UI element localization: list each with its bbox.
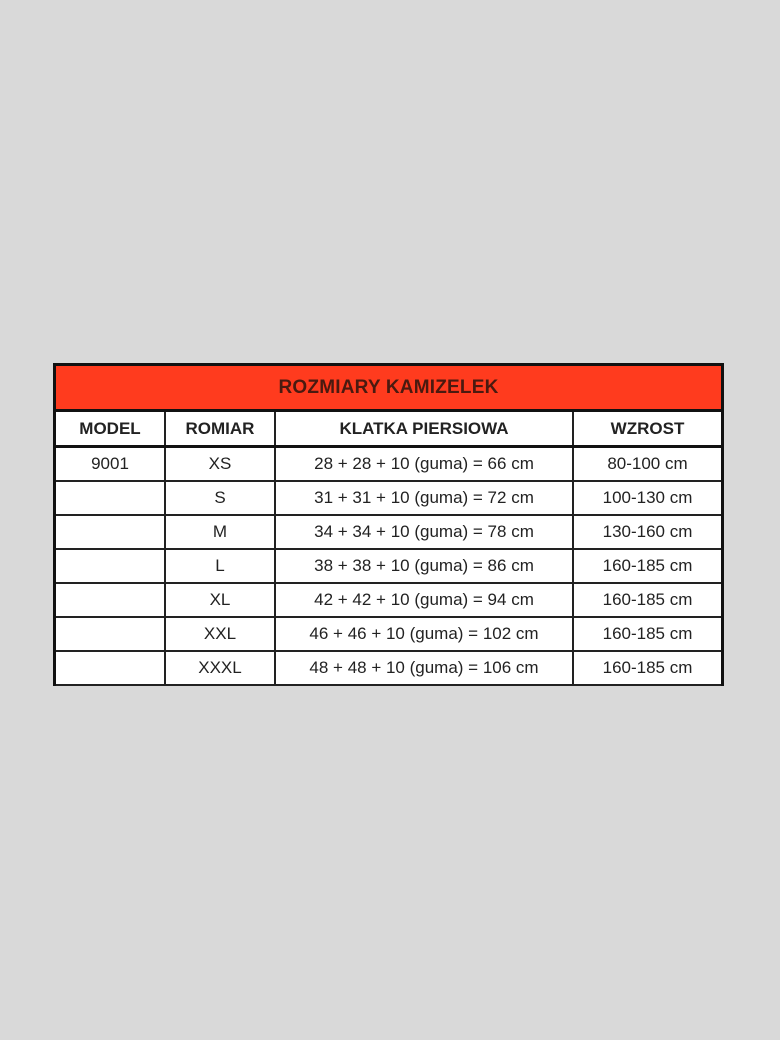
title-bar bbox=[56, 366, 721, 412]
header-row bbox=[56, 412, 721, 447]
cell-chest: 31 + 31 + 10 (guma) = 72 cm bbox=[275, 481, 573, 515]
chart-title: ROZMIARY KAMIZELEK bbox=[278, 376, 499, 398]
cell-chest: 42 + 42 + 10 (guma) = 94 cm bbox=[275, 583, 573, 617]
table-row bbox=[56, 617, 721, 651]
header-height: WZROST bbox=[573, 412, 721, 447]
cell-size: XS bbox=[165, 447, 275, 482]
table-row bbox=[56, 481, 721, 515]
cell-chest: 28 + 28 + 10 (guma) = 66 cm bbox=[275, 447, 573, 482]
cell-model bbox=[56, 651, 165, 685]
size-table bbox=[56, 412, 721, 686]
cell-size: XXL bbox=[165, 617, 275, 651]
header-size: ROMIAR bbox=[165, 412, 275, 447]
table-row-partial bbox=[56, 685, 721, 686]
header-model: MODEL bbox=[56, 412, 165, 447]
table-row bbox=[56, 515, 721, 549]
cell-chest: 48 + 48 + 10 (guma) = 106 cm bbox=[275, 651, 573, 685]
cell-height: 160-185 cm bbox=[573, 549, 721, 583]
cell-size: M bbox=[165, 515, 275, 549]
cell-height: 80-100 cm bbox=[573, 447, 721, 482]
cell-size: L bbox=[165, 549, 275, 583]
cell-model bbox=[56, 583, 165, 617]
cell-chest: 38 + 38 + 10 (guma) = 86 cm bbox=[275, 549, 573, 583]
table-row bbox=[56, 549, 721, 583]
cell-size: XXXL bbox=[165, 651, 275, 685]
cell-model: 9001 bbox=[56, 447, 165, 482]
cell-height: 160-185 cm bbox=[573, 583, 721, 617]
table-row bbox=[56, 583, 721, 617]
cell-chest: 34 + 34 + 10 (guma) = 78 cm bbox=[275, 515, 573, 549]
cell-height: 100-130 cm bbox=[573, 481, 721, 515]
cell-model bbox=[56, 481, 165, 515]
table-row bbox=[56, 447, 721, 482]
cell-chest: 46 + 46 + 10 (guma) = 102 cm bbox=[275, 617, 573, 651]
cell-model bbox=[56, 549, 165, 583]
cell-height: 130-160 cm bbox=[573, 515, 721, 549]
cell-height: 160-185 cm bbox=[573, 651, 721, 685]
cell-size: XL bbox=[165, 583, 275, 617]
table-row bbox=[56, 651, 721, 685]
cell-height: 160-185 cm bbox=[573, 617, 721, 651]
cell-model bbox=[56, 515, 165, 549]
header-chest: KLATKA PIERSIOWA bbox=[275, 412, 573, 447]
size-chart bbox=[53, 363, 724, 686]
cell-size: S bbox=[165, 481, 275, 515]
cell-model bbox=[56, 617, 165, 651]
